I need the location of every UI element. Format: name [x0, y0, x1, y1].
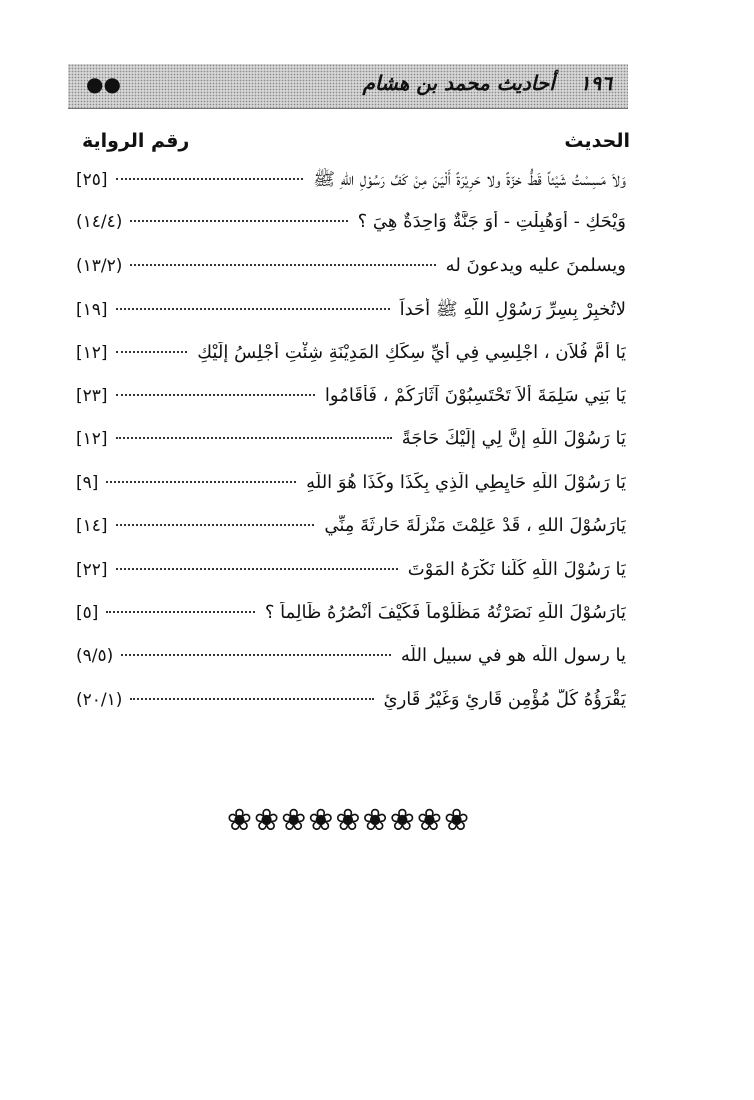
list-item	[76, 645, 626, 688]
dot-leader	[116, 178, 304, 180]
narration-number: [٢٥]	[76, 170, 108, 190]
hadith-text: وَلاَ مَسِسْتُ شَيْئاً قَطُّ خزّةً ولا حَرِيْرَةً أَلْيَنَ مِنْ كَفِّ رَسُوْلِ اللهِ ﷺ	[313, 169, 626, 190]
ornament-icon: ●●	[86, 72, 121, 96]
dot-leader	[116, 394, 315, 396]
narration-number: (٢٠/١)	[76, 689, 123, 710]
narration-number: (٩/٥)	[76, 646, 114, 667]
dot-leader	[116, 308, 390, 310]
hadith-text: يَا بَنِي سَلِمَةَ أَلاَ تَحْتَسِبُوْنَ آثَارَكُمْ ، فَأَقَامُوا	[324, 384, 626, 406]
list-item	[76, 472, 626, 515]
list-item	[76, 428, 626, 471]
hadith-text: وَيْحَكِ - أَوَهُبِلْتِ - أَوَ جَنَّةٌ وَاحِدَةٌ هِيَ ؟	[357, 211, 626, 233]
list-item	[76, 385, 626, 428]
dot-leader	[116, 568, 398, 570]
narration-number: [٢٣]	[76, 385, 108, 406]
list-item	[76, 689, 626, 732]
dot-leader	[121, 654, 391, 656]
hadith-text: يَا أُمَّ فُلاَن ، اجْلِسِي فِي أَيِّ سِكَكِ المَدِيْنَةِ شِئْتِ أَجْلِسُ إِلَيْكِ	[197, 341, 626, 363]
dot-leader	[106, 611, 254, 613]
book-title: أحاديث محمد بن هشام	[362, 71, 555, 95]
list-item	[76, 168, 626, 211]
hadith-text: يَارَسُوْلَ اللهِ ، قَدْ عَلِمْتَ مَنْزِلَةَ حَارِثَةَ مِنِّي	[324, 515, 626, 537]
dot-leader	[106, 481, 296, 483]
narration-number: [١٢]	[76, 342, 108, 363]
list-item	[76, 342, 626, 385]
list-item	[76, 255, 626, 298]
column-heading-hadith: الحديث	[564, 130, 630, 152]
hadith-index-list	[76, 168, 626, 732]
page-header	[68, 64, 628, 109]
narration-number: [١٤]	[76, 516, 108, 537]
page-number: ١٩٦	[579, 71, 612, 95]
dot-leader	[130, 220, 347, 222]
hadith-text: يَا رَسُوْلَ اللّهِ حَايِطِي الَّذِي بِكَذَا وكَذَا هُوَ اللّهِ	[306, 471, 626, 493]
hadith-text: لاتُخبِرْ بِسِرِّ رَسُوْلِ اللّهِ ﷺ أَحَداً	[399, 299, 626, 321]
list-item	[76, 298, 626, 341]
list-item	[76, 515, 626, 558]
narration-number: [١٩]	[76, 300, 108, 321]
dot-leader	[116, 437, 392, 439]
column-heading-riwaya: رقم الرواية	[82, 130, 190, 152]
hadith-text: يَا رَسُوْلَ اللّهِ كُلُّنا نَكْرَهُ المَوْتَ	[407, 558, 626, 580]
flower-ornament-icon: ❀❀❀❀❀❀❀❀❀	[226, 803, 472, 838]
list-item	[76, 602, 626, 645]
dot-leader	[130, 264, 435, 266]
hadith-text: يا رسول اللّه هو في سبيل اللّه	[400, 645, 626, 667]
list-item	[76, 211, 626, 254]
hadith-text: يَا رَسُوْلَ اللّهِ إِنَّ لِي إِلَيْكَ حَاجَةً	[401, 428, 626, 450]
hadith-text: يَارَسُوْلَ اللّهِ نَصَرْتُهُ مَظْلُوْماً فَكَيْفَ أَنْصُرُهُ ظَالِماً ؟	[264, 601, 626, 623]
dot-leader	[116, 524, 315, 526]
narration-number: [٢٢]	[76, 559, 108, 580]
narration-number: (١٣/٢)	[76, 255, 123, 276]
list-item	[76, 559, 626, 602]
narration-number: [١٢]	[76, 429, 108, 450]
dot-leader	[130, 698, 373, 700]
narration-number: (١٤/٤)	[76, 212, 123, 233]
dot-leader	[116, 351, 188, 353]
hadith-text: ويسلمنَ عليه ويدعونَ له	[445, 254, 626, 276]
hadith-text: يَقْرَؤُهُ كُلُّ مُؤْمِنٍ قَارِئٍ وَغَيْرُ قَارِئٍ	[383, 688, 626, 710]
narration-number: [٩]	[76, 472, 99, 493]
narration-number: [٥]	[76, 602, 99, 623]
header-title-block	[362, 71, 612, 95]
